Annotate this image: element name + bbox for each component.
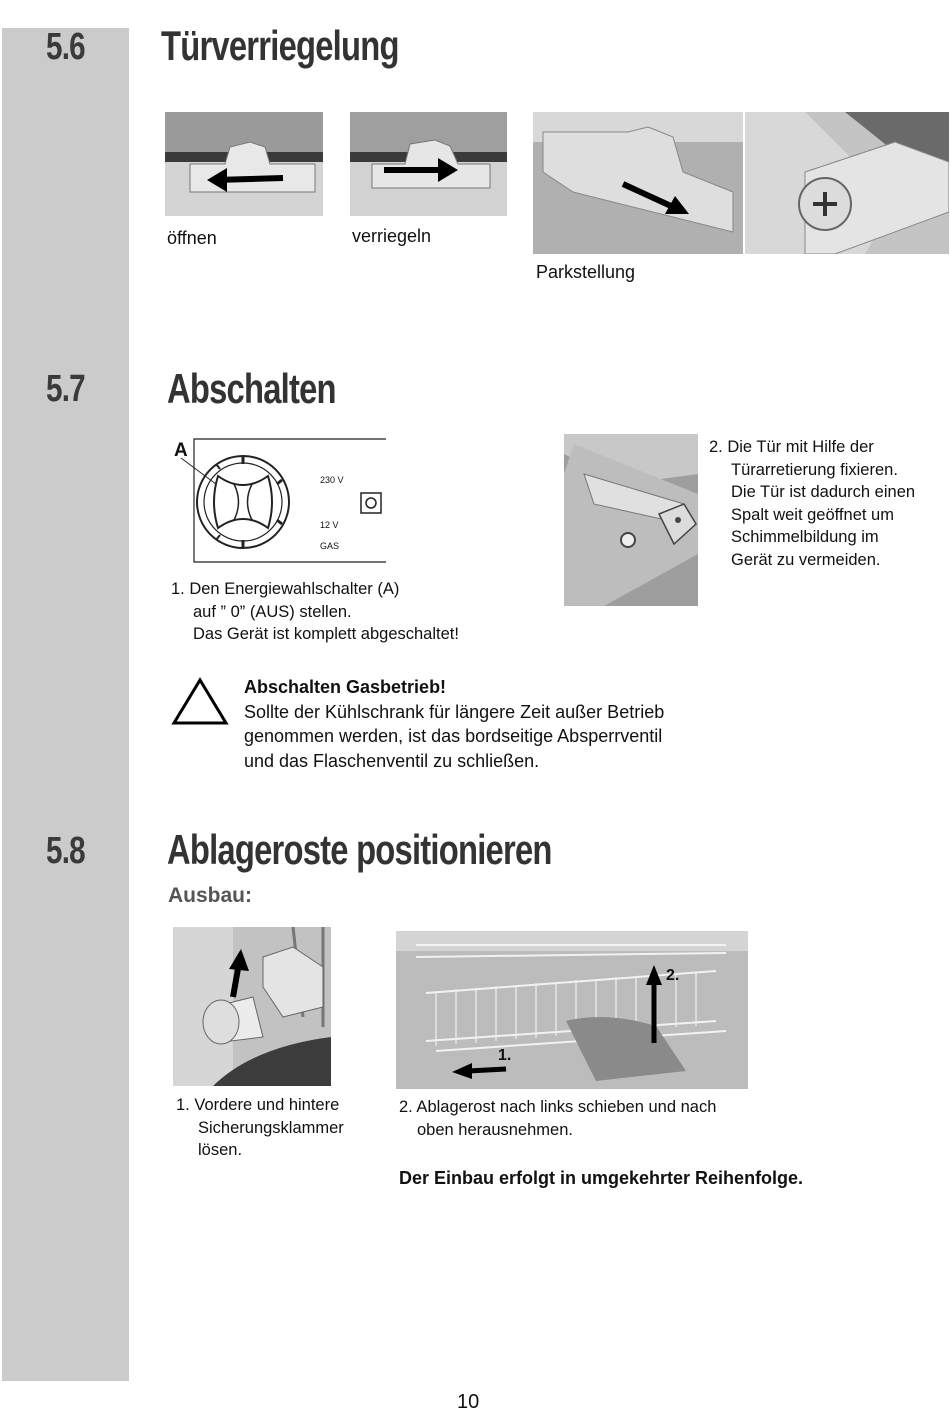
photo-latch-open [165,112,323,216]
label-12v: 12 V [320,520,339,530]
photo-latch-lock [350,112,507,216]
photo-screw-detail [745,112,949,254]
photo-retaining-clip [173,927,331,1086]
caption-lock: verriegeln [352,226,432,246]
warning-text: Abschalten Gasbetrieb! Sollte der Kühlschrank für längere Zeit außer Betrieb genommen werden, ist das bordseitige Absperrventil und das Flaschenventil zu schließen. [244,677,665,771]
warning-icon [171,677,229,727]
section-number: 5.6 [46,26,85,68]
section-number: 5.7 [46,368,85,410]
reinstall-note: Der Einbau erfolgt in umgekehrter Reihenfolge. [399,1168,804,1188]
label-step-one: 1. [498,1047,512,1064]
shelf-step2-text: 2. Ablagerost nach links schieben und nach oben herausnehmen. [399,1098,717,1139]
label-step-two: 2. [666,967,680,984]
page-number: 10 [457,1391,480,1413]
step1-text: 1. Den Energiewahlschalter (A) auf ” 0” (AUS) stellen. Das Gerät ist komplett abgeschaltet! [171,580,459,643]
photo-wire-shelves [396,931,748,1089]
label-gas: GAS [320,541,340,551]
section-number: 5.8 [46,830,85,872]
section-title: Abschalten [167,365,336,412]
section-title: Ablageroste positionieren [167,826,552,873]
photo-door-stop [564,434,698,606]
energy-selector-diagram [170,436,390,566]
subheading: Ausbau: [168,884,252,907]
caption-open: öffnen [167,228,217,248]
label-230v: 230 V [320,475,344,485]
shelf-step1-text: 1. Vordere und hintere Sicherungsklammer lösen. [176,1096,344,1159]
warning-title: Abschalten Gasbetrieb! [244,677,447,697]
label-a: A [174,440,188,461]
caption-park: Parkstellung [536,262,636,282]
step2-text: 2. Die Tür mit Hilfe der Türarretierung fixieren. Die Tür ist dadurch einen Spalt weit geöffnet um Schimmelbildung im Gerät zu vermeiden. [709,438,916,569]
section-title: Türverriegelung [161,22,399,69]
photo-park-position [533,112,743,254]
page-sidebar [2,28,129,1381]
